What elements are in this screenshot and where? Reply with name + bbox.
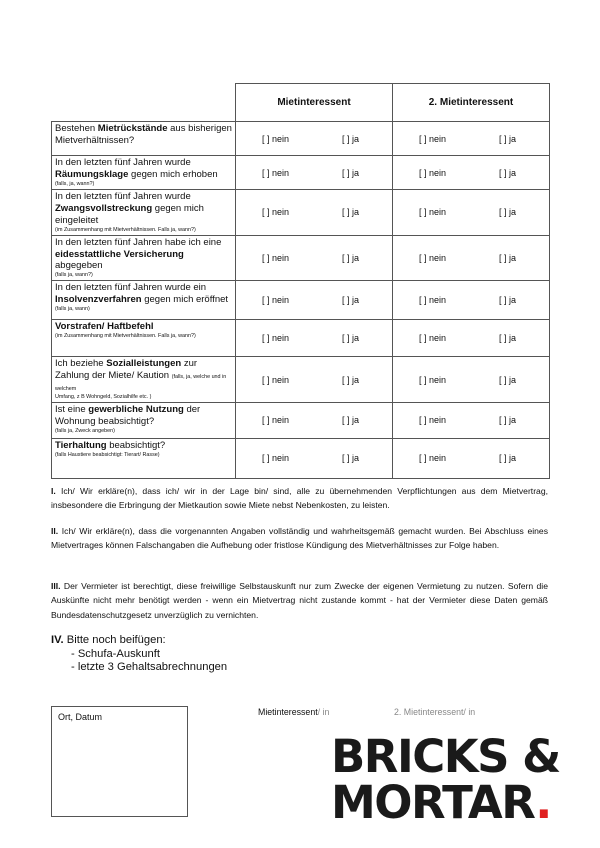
question-text-post: beabsichtigt?	[106, 439, 166, 451]
declaration-2	[51, 524, 548, 553]
table-row	[52, 438, 550, 478]
question-text-pre: Ich beziehe	[55, 358, 107, 370]
attachment-item: - letzte 3 Gehaltsabrechnungen	[71, 661, 228, 674]
question-text-bold: Insolvenzverfahren	[55, 294, 142, 306]
signature-tenant-2-label: 2. Mietinteressent/ in	[394, 707, 476, 717]
question-note: (falls ja, wann?)	[55, 272, 93, 279]
answer-cell-tenant-1	[236, 281, 393, 320]
checkbox-ja[interactable]: [ ] ja	[342, 374, 360, 385]
checkbox-ja[interactable]: [ ] ja	[342, 207, 360, 218]
table-header-row	[52, 84, 550, 122]
checkbox-nein[interactable]: [ ] nein	[419, 252, 447, 263]
checkbox-ja[interactable]: [ ] ja	[499, 252, 517, 263]
bricks-mortar-logo	[331, 730, 576, 829]
questionnaire-table	[51, 83, 550, 479]
checkbox-ja[interactable]: [ ] ja	[499, 374, 517, 385]
answer-cell-tenant-1	[236, 190, 393, 236]
checkbox-ja[interactable]: [ ] ja	[342, 167, 360, 178]
checkbox-ja[interactable]: [ ] ja	[499, 415, 517, 426]
checkbox-nein[interactable]: [ ] nein	[262, 333, 290, 344]
question-cell	[52, 320, 236, 357]
answer-cell-tenant-2	[393, 122, 550, 156]
header-tenant-2: 2. Mietinteressent	[393, 84, 550, 122]
attachment-item: - Schufa-Auskunft	[71, 647, 160, 660]
question-note: (im Zusammenhang mit Mietverhältnissen. Falls ja, wann?)	[55, 226, 196, 233]
question-text-pre: In den letzten fünf Jahren habe ich eine	[55, 236, 222, 248]
declaration-text: Ich/ Wir erkläre(n), dass die vorgenannten Angaben vollständig und wahrheitsgemäß gemacht wurden. Bei Abschluss eines Mietvertrages können Falschangaben die Aufhebung oder fristlose Kündigung des Mietverhältnisses zur Folge haben.	[51, 526, 548, 551]
checkbox-ja[interactable]: [ ] ja	[342, 453, 360, 464]
answer-cell-tenant-1	[236, 122, 393, 156]
checkbox-ja[interactable]: [ ] ja	[342, 333, 360, 344]
answer-cell-tenant-2	[393, 156, 550, 190]
answer-cell-tenant-1	[236, 402, 393, 438]
checkbox-nein[interactable]: [ ] nein	[262, 453, 290, 464]
declaration-number: I.	[51, 486, 56, 496]
answer-cell-tenant-2	[393, 357, 550, 403]
question-inline-note: (falls, ja, welche und in welchem	[55, 374, 227, 393]
question-text-bold: Sozialleistungen	[106, 358, 182, 370]
checkbox-nein[interactable]: [ ] nein	[419, 295, 447, 306]
attachments-title: Bitte noch beifügen:	[63, 634, 166, 646]
question-note: (falls ja, Zweck angeben)	[55, 427, 115, 434]
place-date-label: Ort, Datum	[58, 712, 103, 722]
question-text-post: abgegeben	[55, 260, 103, 272]
question-text-bold: Tierhaltung	[55, 439, 107, 451]
question-note: (falls ja, wann)	[55, 306, 90, 313]
checkbox-ja[interactable]: [ ] ja	[499, 453, 517, 464]
checkbox-nein[interactable]: [ ] nein	[262, 167, 290, 178]
question-text-pre: In den letzten fünf Jahren wurde	[55, 191, 191, 202]
logo-dot: .	[535, 776, 551, 829]
checkbox-nein[interactable]: [ ] nein	[262, 207, 290, 218]
question-text-post: der Wohnung beabsichtigt?	[55, 403, 201, 427]
question-text-post: gegen mich erhoben	[128, 168, 218, 180]
checkbox-nein[interactable]: [ ] nein	[419, 207, 447, 218]
question-text-pre: Ist eine	[55, 403, 89, 415]
question-text-bold: Räumungsklage	[55, 168, 129, 180]
checkbox-ja[interactable]: [ ] ja	[342, 252, 360, 263]
answer-cell-tenant-2	[393, 235, 550, 281]
question-text-post: gegen mich eingeleitet	[55, 202, 204, 226]
checkbox-ja[interactable]: [ ] ja	[342, 295, 360, 306]
question-cell	[52, 438, 236, 478]
question-text-pre: In den letzten fünf Jahren wurde	[55, 157, 191, 168]
table-row	[52, 156, 550, 190]
question-text-post: aus bisherigen Mietverhältnissen?	[55, 123, 232, 146]
question-text-bold: Zwangsvollstreckung	[55, 202, 153, 214]
table-row	[52, 122, 550, 156]
table-row	[52, 320, 550, 357]
attachments-section	[51, 634, 227, 675]
checkbox-ja[interactable]: [ ] ja	[499, 207, 517, 218]
checkbox-ja[interactable]: [ ] ja	[499, 295, 517, 306]
question-cell	[52, 402, 236, 438]
answer-cell-tenant-1	[236, 438, 393, 478]
checkbox-nein[interactable]: [ ] nein	[262, 374, 290, 385]
checkbox-nein[interactable]: [ ] nein	[419, 333, 447, 344]
question-note: (falls Haustiere beabsichtigt: Tierart/ Rasse)	[55, 451, 160, 458]
table-row	[52, 281, 550, 320]
checkbox-nein[interactable]: [ ] nein	[419, 374, 447, 385]
declaration-text: Ich/ Wir erkläre(n), dass ich/ wir in der Lage bin/ sind, alle zu übernehmenden Verpflichtungen aus dem Mietvertrag, insbesondere die Erbringung der Mietkaution sowie Miete nebst Nebenkosten, zu leisten.	[51, 486, 548, 511]
question-cell	[52, 281, 236, 320]
checkbox-nein[interactable]: [ ] nein	[419, 453, 447, 464]
answer-cell-tenant-2	[393, 320, 550, 357]
question-cell	[52, 122, 236, 156]
question-note: (falls, ja, wann?)	[55, 180, 95, 187]
attachments-number: IV.	[51, 634, 64, 646]
question-text-pre: In den letzten fünf Jahren wurde ein	[55, 282, 207, 294]
signature-tenant-1[interactable]	[258, 707, 329, 717]
checkbox-nein[interactable]: [ ] nein	[419, 167, 447, 178]
checkbox-ja[interactable]: [ ] ja	[342, 133, 360, 144]
table-row	[52, 357, 550, 403]
question-text-pre: Bestehen	[55, 123, 98, 134]
table-row	[52, 190, 550, 236]
signature-tenant-1-label: Mietinteressent	[258, 707, 318, 717]
question-text-post: gegen mich eröffnet	[141, 294, 229, 306]
question-text-post: zur Zahlung der Miete/ Kaution	[55, 358, 198, 382]
logo-line-1: BRICKS &	[331, 730, 560, 783]
checkbox-nein[interactable]: [ ] nein	[262, 133, 290, 144]
answer-cell-tenant-1	[236, 320, 393, 357]
answer-cell-tenant-2	[393, 402, 550, 438]
question-cell	[52, 235, 236, 281]
question-text-bold: eidesstattliche Versicherung	[55, 248, 184, 260]
signature-tenant-1-suffix: / in	[317, 707, 330, 717]
question-cell	[52, 357, 236, 403]
question-cell	[52, 156, 236, 190]
question-note: Umfang, z B Wohngeld, Sozialhilfe etc. )	[55, 393, 152, 400]
answer-cell-tenant-1	[236, 357, 393, 403]
answer-cell-tenant-2	[393, 190, 550, 236]
checkbox-nein[interactable]: [ ] nein	[262, 252, 290, 263]
checkbox-ja[interactable]: [ ] ja	[499, 167, 517, 178]
question-text-bold: Vorstrafen/ Haftbefehl	[55, 321, 154, 333]
checkbox-nein[interactable]: [ ] nein	[262, 295, 290, 306]
checkbox-nein[interactable]: [ ] nein	[262, 415, 290, 426]
checkbox-nein[interactable]: [ ] nein	[419, 415, 447, 426]
checkbox-ja[interactable]: [ ] ja	[342, 415, 360, 426]
table-row	[52, 235, 550, 281]
declaration-3	[51, 579, 548, 622]
question-text-bold: gewerbliche Nutzung	[88, 403, 184, 415]
checkbox-ja[interactable]: [ ] ja	[499, 133, 517, 144]
place-date-field[interactable]	[51, 706, 188, 817]
question-note: (im Zusammenhang mit Mietverhältnissen. Falls ja, wann?)	[55, 333, 196, 340]
signature-tenant-2[interactable]	[394, 707, 475, 717]
question-text-bold: Mietrückstände	[97, 123, 168, 134]
declaration-number: III.	[51, 581, 61, 591]
declaration-text: Der Vermieter ist berechtigt, diese freiwillige Selbstauskunft nur zum Zwecke der eigenen Vermietung zu nutzen. Sofern die Auskünfte nicht mehr benötigt werden - wenn ein Mietvertrag nicht zustande kommt - hat der Vermieter diese Daten gemäß Bundesdatenschutzgesetz unverzüglich zu vernichten.	[51, 581, 548, 620]
table-row	[52, 402, 550, 438]
declaration-number: II.	[51, 526, 59, 536]
logo-line-2	[331, 776, 576, 829]
header-tenant-1: Mietinteressent	[236, 84, 393, 122]
declaration-1	[51, 484, 548, 513]
question-cell	[52, 190, 236, 236]
checkbox-nein[interactable]: [ ] nein	[419, 133, 447, 144]
answer-cell-tenant-2	[393, 438, 550, 478]
answer-cell-tenant-1	[236, 156, 393, 190]
checkbox-ja[interactable]: [ ] ja	[499, 333, 517, 344]
answer-cell-tenant-1	[236, 235, 393, 281]
answer-cell-tenant-2	[393, 281, 550, 320]
logo-line-2-text: MORTAR	[331, 776, 536, 829]
